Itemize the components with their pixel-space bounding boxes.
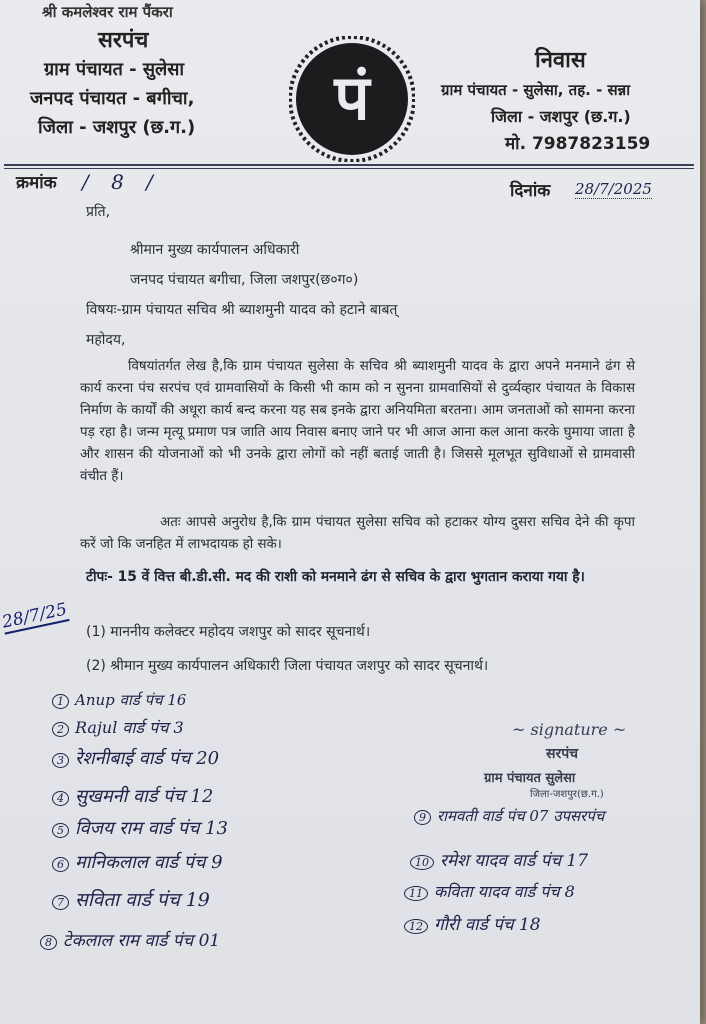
signatory-row [52,850,223,874]
signatory-row [40,928,220,951]
signatory-row [52,690,186,710]
signatory-number: 4 [52,791,69,806]
dinank-label: दिनांक [510,181,551,201]
signatory-number: 12 [404,919,428,934]
header-left-line3: जिला - जशपुर (छ.ग.) [38,117,196,138]
signatory-row [414,806,604,826]
header-right-title: निवास [535,48,586,73]
signatory-number: 8 [40,935,57,950]
body-paragraph-1: विषयांतर्गत लेख है,कि ग्राम पंचायत सुलेसा के सचिव श्री ब्याशमुनी यादव के द्वारा अपने मनमाने ढंग से कार्य करना पंच सरपंच एवं ग्रामवासियों के किसी भी काम को न सुनना ग्रामवासियों से दुर्व्यव्हार पंचायत के विकास निर्माण के कार्यों की अधूरा कार्य बन्द करना यह सब इनके द्वारा अनियमिता बरतना। आम जनताओं को सामना करना पड़ रहा है। जन्म मृत्यू प्रमाण पत्र जाति आय निवास बनाए जाने पर भी आज आना कल आना करके घुमाया जाता है और शासन की योजनाओं को भी उनके द्वारा लोगों को नहीं बताई जाती है। जिससे मूलभूत सुविधाओं से ग्रामवासी वंचीत हैं। [80,359,635,484]
signature-title: सरपंच [546,746,579,762]
subject: विषयः-ग्राम पंचायत सचिव श्री ब्याशमुनी यादव को हटाने बाबत् [86,302,398,318]
signatory-number: 3 [52,753,69,768]
signatory-text: टेकलाल राम वार्ड पंच 01 [63,931,221,951]
kramank-label: क्रमांक [16,173,57,193]
signatory-row [404,912,541,935]
copy-1: (1) माननीय कलेक्टर महोदय जशपुर को सादर सूचनार्थ। [86,624,371,640]
signatory-number: 2 [52,722,69,737]
logo-letter: पं [334,61,370,134]
signatory-text: कविता यादव वार्ड पंच 8 [434,882,575,901]
salutation: महोदय, [86,332,126,348]
signatory-number: 10 [410,855,434,870]
signatory-text: रेशनीबाई वार्ड पंच 20 [75,748,220,769]
signatory-text: रमेश यादव वार्ड पंच 17 [440,851,589,871]
dinank-value: 28/7/2025 [575,180,652,198]
kramank-value: / 8 / [82,170,161,194]
signatory-text: गौरी वार्ड पंच 18 [434,915,541,935]
tip-note: टीपः- 15 वें वित्त बी.डी.सी. मद की राशी को मनमाने ढंग से सचिव के द्वारा भुगतान कराया गया है। [86,569,585,585]
signatory-text: रामवती वार्ड पंच 07 उपसरपंच [437,807,605,825]
received-stamp: 28/7/25 [0,599,69,633]
signatory-row [410,848,588,871]
signatory-row [52,716,184,738]
header-divider-thin [4,168,694,169]
signatory-number: 11 [404,886,428,901]
signatory-row [52,816,228,840]
signatory-row [52,784,213,808]
signatory-row [52,886,210,912]
signatory-text: मानिकलाल वार्ड पंच 9 [75,852,223,873]
sarpanch-name: श्री कमलेश्वर राम पैंकरा [42,3,173,21]
signatory-row [52,746,219,770]
prati: प्रति, [86,204,111,220]
signatory-row [404,880,575,902]
signatory-number: 5 [52,823,69,838]
header-divider [4,164,694,166]
signatory-text: सुखमनी वार्ड पंच 12 [75,786,214,807]
header-left-line1: ग्राम पंचायत - सुलेसा [44,59,185,80]
header-title: सरपंच [98,28,149,53]
signatory-number: 1 [52,694,69,709]
copy-2: (2) श्रीमान मुख्य कार्यपालन अधिकारी जिला पंचायत जशपुर को सादर सूचनार्थ। [86,658,489,674]
signatory-number: 9 [414,810,431,825]
header-right-line1: ग्राम पंचायत - सुलेसा, तह. - सन्ना [441,81,631,99]
signature-line: ग्राम पंचायत सुलेसा [484,771,576,786]
signatory-text: Rajul वार्ड पंच 3 [75,718,184,737]
signature-sub: जिला-जशपुर(छ.ग.) [530,789,604,800]
recipient-line1: श्रीमान मुख्य कार्यपालन अधिकारी [130,242,300,258]
signatory-text: सविता वार्ड पंच 19 [75,889,210,911]
recipient-line2: जनपद पंचायत बगीचा, जिला जशपुर(छ०ग०) [130,272,359,288]
signatory-number: 7 [52,895,69,910]
header-right-line2: जिला - जशपुर (छ.ग.) [491,107,631,126]
header-right-phone: मो. 7987823159 [505,134,651,154]
body-paragraph-2: अतः आपसे अनुरोध है,कि ग्राम पंचायत सुलेसा सचिव को हटाकर योग्य दुसरा सचिव देने की कृपा करें जो कि जनहित में लाभदायक हो सके। [80,515,635,552]
signatory-number: 6 [52,857,69,872]
signatory-text: विजय राम वार्ड पंच 13 [75,818,228,839]
panchayat-logo [289,36,415,162]
signatory-text: Anup वार्ड पंच 16 [75,691,187,709]
header-left-line2: जनपद पंचायत - बगीचा, [30,88,195,109]
sarpanch-signature: ~ signature ~ [512,720,627,739]
